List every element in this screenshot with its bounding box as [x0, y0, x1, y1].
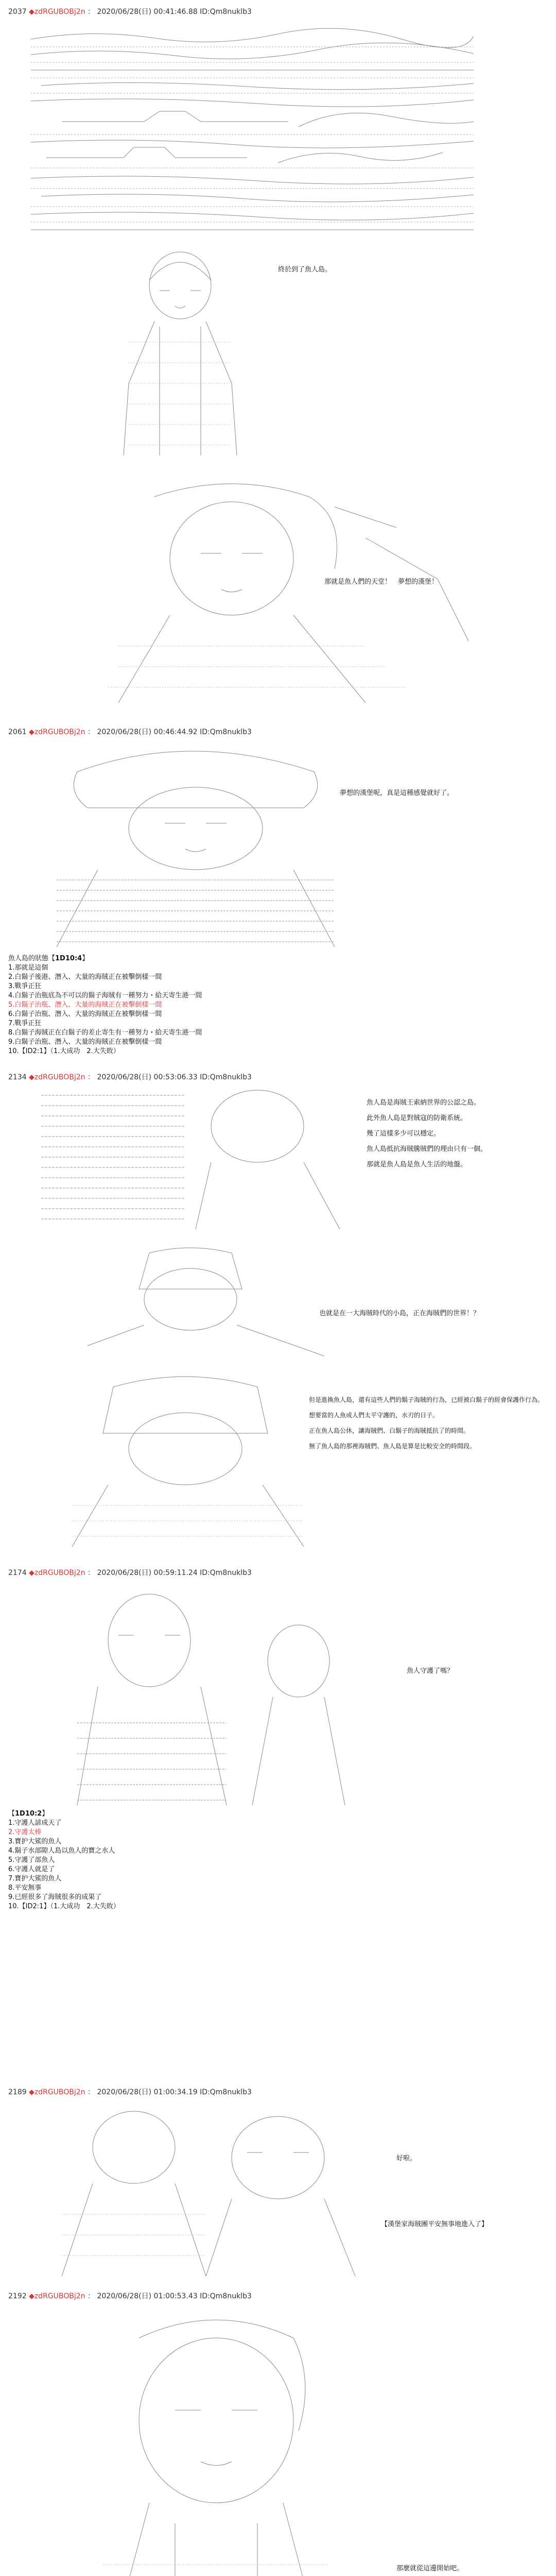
character-svg — [51, 1371, 319, 1547]
list-item: 8.平安無事 — [8, 1884, 42, 1892]
list-item: 10.【ID2:1】（1.大成功 2.大失敗） — [8, 1903, 120, 1910]
post-number: 2134 — [8, 1073, 27, 1081]
list-item: 9.已經很多了海賊很多的成果了 — [8, 1893, 102, 1901]
dialogue-line: 正在魚人島公休，讓海賊們、白鬍子的海賊抵抗了的時間。 — [309, 1427, 470, 1434]
poster-name[interactable]: ◆zdRGUBOBj2n — [29, 728, 85, 736]
post-number: 2037 — [8, 8, 27, 16]
character-art — [57, 1243, 355, 1361]
list-item: 1.守護人諺成天了 — [8, 1819, 62, 1827]
character-svg — [36, 741, 355, 947]
post-meta: ： 2020/06/28(日) 00:46:44.92 ID:Qm8nuklb3 — [88, 728, 252, 736]
list-item: 4.白鬍子治瓶底為不可以的鬍子海賊有一種努力・給天寄生港一間 — [8, 992, 202, 999]
dialogue-line: 幾了這樣多少可以穩定。 — [367, 1130, 441, 1138]
character-svg — [31, 2101, 381, 2276]
character-art — [31, 2101, 381, 2276]
list-item: 4.鬍子水部隙人島以魚人的寶之水人 — [8, 1847, 115, 1855]
post-meta: ： 2020/06/28(日) 00:41:46.88 ID:Qm8nuklb3 — [88, 8, 252, 16]
scenery-svg — [31, 19, 474, 235]
scenery-art — [31, 19, 474, 235]
character-svg — [72, 2307, 360, 2576]
poster-name[interactable]: ◆zdRGUBOBj2n — [29, 2292, 85, 2300]
poster-name[interactable]: ◆zdRGUBOBj2n — [29, 1569, 85, 1577]
dialogue-line: 但是進換魚人島，還有這些人們的鬍子海賊的行為，已經被白鬍子的經會保護作行為。 — [309, 1396, 544, 1403]
result-list — [8, 1809, 120, 1911]
dialogue-line: 好啦。 — [396, 2155, 417, 2162]
post-2192 — [0, 2292, 556, 2576]
post-2061 — [0, 727, 556, 1067]
character-svg — [57, 1589, 386, 1805]
post-2174 — [0, 1568, 556, 2073]
character-art — [36, 741, 355, 947]
list-item: 3.戰爭正狂 — [8, 982, 42, 990]
dialogue-line: 那就是魚人島是魚人生活的地盤。 — [367, 1161, 467, 1168]
dialogue-line: 夢想的漢堡呢，真是這種感覺就好了。 — [340, 789, 454, 797]
list-title: 魚人島的狀態【1D10:4】 — [8, 955, 89, 962]
character-art — [57, 1589, 386, 1805]
post-header — [8, 1073, 252, 1082]
post-header — [8, 1568, 252, 1578]
list-item: 8.白鬍子海賊正在白鬍子的差止寄生有一種努力・給天寄生港一間 — [8, 1029, 202, 1037]
list-title: 【1D10:2】 — [8, 1810, 49, 1818]
result-list — [8, 954, 202, 1056]
list-items — [8, 1819, 120, 1911]
poster-name[interactable]: ◆zdRGUBOBj2n — [29, 2088, 85, 2096]
list-item: 5.白鬍子治瓶、潛入、大量的海賊正在被擊倒樣一間 — [8, 1001, 162, 1009]
dialogue-line: 想要當的人魚或人們太平守護的，水刃的日子。 — [309, 1412, 439, 1419]
post-meta: ： 2020/06/28(日) 00:53:06.33 ID:Qm8nuklb3 — [88, 1073, 252, 1081]
poster-name[interactable]: ◆zdRGUBOBj2n — [29, 1073, 85, 1081]
post-number: 2061 — [8, 728, 27, 736]
dialogue-line: 魚人島是海賊王索納世界的公認之島。 — [367, 1099, 481, 1107]
post-meta: ： 2020/06/28(日) 01:00:34.19 ID:Qm8nuklb3 — [88, 2088, 252, 2096]
character-svg — [77, 476, 479, 713]
dialogue-line: 那就是魚人們的天堂！ 夢想的漢堡！ — [324, 578, 439, 586]
list-item: 2.守護太棒 — [8, 1828, 42, 1836]
list-item: 10.【ID2:1】（1.大成功 2.大失敗） — [8, 1047, 120, 1055]
post-header — [8, 727, 252, 737]
post-2037 — [0, 7, 556, 723]
dialogue-line: 終於到了魚人島。 — [278, 266, 332, 274]
post-number: 2189 — [8, 2088, 27, 2096]
list-items — [8, 963, 202, 1056]
list-item: 9.白鬍子治瓶、潛入、大量的海賊正在被擊倒樣一間 — [8, 1038, 162, 1046]
dialogue-line: 那麼就從這邊開始吧。 — [396, 2565, 464, 2572]
post-number: 2192 — [8, 2292, 27, 2300]
dialogue-block — [367, 1095, 487, 1173]
dialogue-line: 【漢堡家海賊團平安無事地進入了】 — [381, 2221, 489, 2228]
post-2189 — [0, 2088, 556, 2283]
dialogue-line: 魚人守護了嗎？ — [407, 1667, 454, 1675]
post-meta: ： 2020/06/28(日) 00:59:11.24 ID:Qm8nuklb3 — [88, 1569, 252, 1577]
dialogue-line: 也就是在一大海賊時代的小島，正在海賊們的世界！？ — [319, 1310, 480, 1317]
post-2134 — [0, 1073, 556, 1562]
post-meta: ： 2020/06/28(日) 01:00:53.43 ID:Qm8nuklb3 — [88, 2292, 252, 2300]
character-svg — [57, 1243, 355, 1361]
list-item: 7.戰爭正狂 — [8, 1020, 42, 1027]
dialogue-line: 魚人島抵抗海賊騰賊們的理由只有一個。 — [367, 1145, 488, 1153]
post-header — [8, 2088, 252, 2097]
dialogue-block — [309, 1392, 544, 1454]
post-header — [8, 2292, 252, 2301]
character-art — [31, 1085, 360, 1234]
list-item: 2.白鬍子後港、潛入、大量的海賊正在被擊倒樣一間 — [8, 973, 162, 981]
post-number: 2174 — [8, 1569, 27, 1577]
character-svg — [108, 249, 252, 466]
list-item: 6.守護人就是了 — [8, 1866, 55, 1873]
poster-name[interactable]: ◆zdRGUBOBj2n — [29, 8, 85, 16]
list-item: 1.那就是這個 — [8, 964, 48, 972]
dialogue-line: 無了魚人島的那裡海賊們、魚人島是算是比較安全的時間段。 — [309, 1443, 476, 1450]
dialogue-line: 此外魚人島是對賊寇的防衛系統。 — [367, 1114, 467, 1122]
character-art — [72, 2307, 360, 2576]
list-item: 3.寶护大鯊的魚人 — [8, 1838, 62, 1845]
list-item: 7.寶护大鯊的魚人 — [8, 1875, 62, 1883]
list-item: 5.守護了部魚人 — [8, 1856, 55, 1864]
character-art — [77, 476, 479, 713]
list-item: 6.白鬍子治瓶、潛入、大量的海賊正在被擊倒樣一間 — [8, 1010, 162, 1018]
post-header — [8, 7, 252, 16]
character-art — [108, 249, 252, 466]
character-art — [51, 1371, 319, 1547]
character-svg — [31, 1085, 360, 1234]
